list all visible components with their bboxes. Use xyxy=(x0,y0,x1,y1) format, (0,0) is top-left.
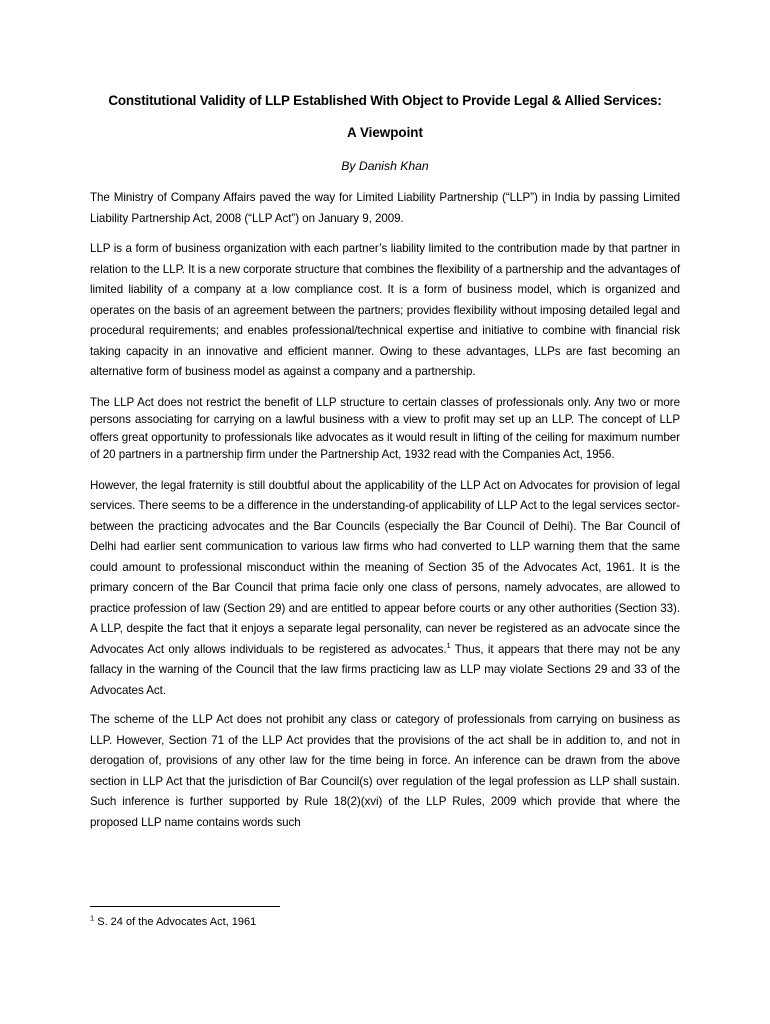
document-title: Constitutional Validity of LLP Established With Object to Provide Legal & Allied Services: xyxy=(108,93,662,108)
footnote-text: S. 24 of the Advocates Act, 1961 xyxy=(94,916,257,928)
paragraph-bar-council-text: However, the legal fraternity is still doubtful about the applicability of the LLP Act on Advocates for provision of legal services. There seems to be a difference in the understanding-of applicability of LLP Act to the legal services sector-between the practicing advocates and the Bar Councils (especially the Bar Council of Delhi). The Bar Council of Delhi had earlier sent communication to various law firms who had converted to LLP warning them that the same could amount to professional misconduct within the meaning of Section 35 of the Advocates Act, 1961. It is the primary concern of the Bar Council that prima facie only one class of persons, namely advocates, are allowed to practice profession of law (Section 29) and are entitled to appear before courts or any other authorities (Section 33). A LLP, despite the fact that it enjoys a separate legal personality, can never be registered as an advocate since the Advocates Act only allows individuals to be registered as advocates. xyxy=(90,478,680,656)
paragraph-intro: The Ministry of Company Affairs paved the way for Limited Liability Partnership (“LLP”) in India by passing Limited Liability Partnership Act, 2008 (“LLP Act”) on January 9, 2009. xyxy=(90,191,680,225)
paragraph-llp-benefits: The LLP Act does not restrict the benefit of LLP structure to certain classes of professionals only. Any two or more persons associating for carrying on a lawful business with a view to profit may set up an LLP. The concept of LLP offers great opportunity to professionals like advocates as it would result in lifting of the ceiling for maximum number of 20 partners in a partnership firm under the Partnership Act, 1932 read with the Companies Act, 1956. xyxy=(90,395,680,462)
footnote xyxy=(90,914,256,930)
document-subtitle: A Viewpoint xyxy=(347,125,423,140)
author-byline: By Danish Khan xyxy=(341,159,429,173)
paragraph-bar-council-text-continued: Thus, it appears that there may not be any fallacy in the warning of the Council that the law firms practicing law as LLP may violate Sections 29 and 33 of the Advocates Act. xyxy=(90,642,680,697)
paragraph-llp-scheme: The scheme of the LLP Act does not prohibit any class or category of professionals from carrying on business as LLP. However, Section 71 of the LLP Act provides that the provisions of the act shall be in addition to, and not in derogation of, provisions of any other law for the time being in force. An inference can be drawn from the above section in LLP Act that the jurisdiction of Bar Council(s) over regulation of the legal profession as LLP shall sustain. Such inference is further supported by Rule 18(2)(xvi) of the LLP Rules, 2009 which provide that where the proposed LLP name contains words such xyxy=(90,713,680,829)
footnote-reference[interactable]: 1 xyxy=(446,641,451,651)
document-page xyxy=(90,92,680,833)
paragraph-bar-council xyxy=(90,476,680,702)
paragraph-llp-definition: LLP is a form of business organization with each partner’s liability limited to the contribution made by that partner in relation to the LLP. It is a new corporate structure that combines the flexibility of a partnership and the advantages of limited liability of a company at a low compliance cost. It is a form of business model, which is organized and operates on the basis of an agreement between the partners; provides flexibility without imposing detailed legal and procedural requirements; and enables professional/technical expertise and initiative to combine with financial risk taking capacity in an innovative and efficient manner. Owing to these advantages, LLPs are fast becoming an alternative form of business model as against a company and a partnership. xyxy=(90,242,680,378)
footnote-number: 1 xyxy=(90,913,95,923)
footnote-divider xyxy=(90,906,280,907)
